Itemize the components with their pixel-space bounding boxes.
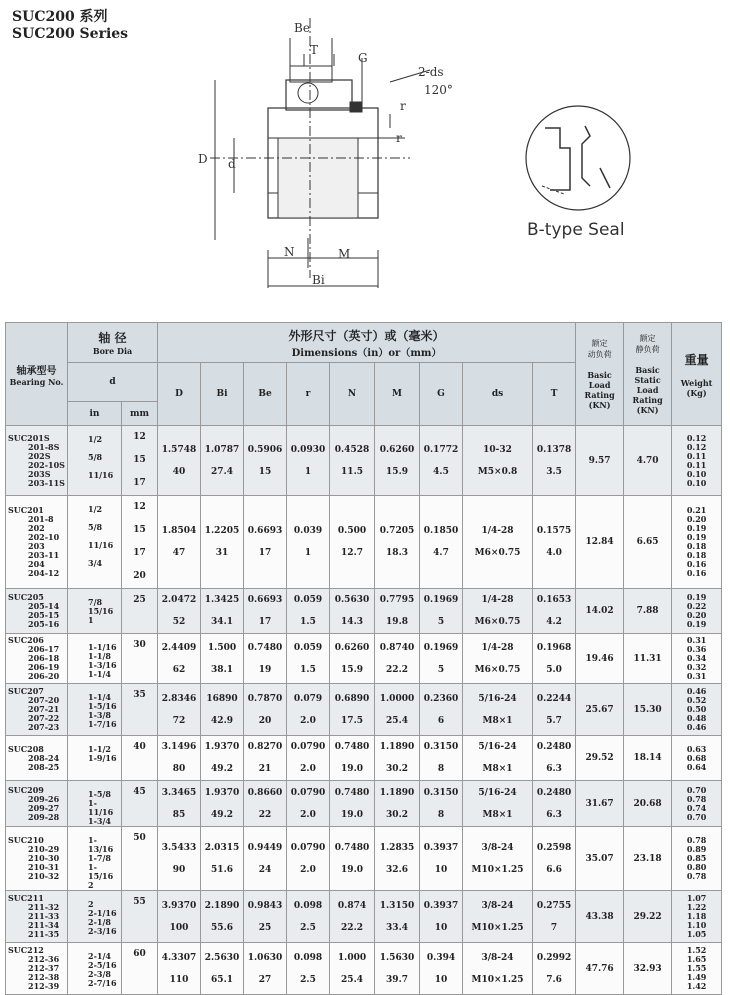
- col-ds: ds: [463, 363, 533, 426]
- bore-mm-cell: 12 15 17 20: [122, 496, 158, 589]
- dim-cell-m: 1.5630 39.7: [375, 943, 420, 995]
- bearing-cell: SUC201S 201-8S 202S 202-10S 203S 203-11S: [6, 426, 68, 496]
- label-m: M: [338, 247, 351, 261]
- col-be: Be: [244, 363, 287, 426]
- static-load-cell: 20.68: [624, 781, 672, 827]
- spec-table: [5, 322, 722, 995]
- dim-cell-ds: 3/8-24 M10×1.25: [463, 943, 533, 995]
- weight-cell: 0.70 0.78 0.74 0.70: [672, 781, 722, 827]
- weight-cell: 0.21 0.20 0.19 0.19 0.18 0.18 0.16 0.16: [672, 496, 722, 589]
- seal-caption: B-type Seal: [527, 220, 625, 240]
- series-title-en: SUC200 Series: [12, 26, 129, 42]
- dim-cell-g: 0.3150 8: [420, 736, 463, 781]
- dim-cell-be: 0.5906 15: [244, 426, 287, 496]
- bore-mm-cell: 40: [122, 736, 158, 781]
- label-be: Be: [294, 21, 310, 35]
- table-row: [6, 684, 722, 736]
- dim-cell-bi: 1.2205 31: [201, 496, 244, 589]
- basic-load-cell: 12.84: [576, 496, 624, 589]
- static-load-cell: 29.22: [624, 891, 672, 943]
- static-load-cell: 18.14: [624, 736, 672, 781]
- bore-in-cell: 1/2 5/8 11/16: [68, 426, 122, 496]
- bore-in-cell: 1-1/16 1-1/8 1-3/16 1-1/4: [68, 634, 122, 684]
- basic-load-cell: 35.07: [576, 827, 624, 891]
- dim-cell-g: 0.1969 5: [420, 634, 463, 684]
- bore-mm-cell: 45: [122, 781, 158, 827]
- bearing-cell: SUC209 209-26 209-27 209-28: [6, 781, 68, 827]
- table-row: [6, 891, 722, 943]
- dim-cell-m: 0.7205 18.3: [375, 496, 420, 589]
- static-load-cell: 11.31: [624, 634, 672, 684]
- dim-cell-m: 0.6260 15.9: [375, 426, 420, 496]
- bore-mm-cell: 50: [122, 827, 158, 891]
- dim-cell-g: 0.3937 10: [420, 827, 463, 891]
- table-row: [6, 827, 722, 891]
- weight-cell: 0.12 0.12 0.11 0.11 0.10 0.10: [672, 426, 722, 496]
- table-row: [6, 426, 722, 496]
- basic-load-cell: 43.38: [576, 891, 624, 943]
- col-bi: Bi: [201, 363, 244, 426]
- header-basic-load: 额定 动负荷 Basic Load Rating (KN): [576, 323, 624, 426]
- dim-cell-t: 0.1575 4.0: [533, 496, 576, 589]
- dim-cell-ds: 1/4-28 M6×0.75: [463, 496, 533, 589]
- table-row: [6, 589, 722, 634]
- weight-cell: 0.63 0.68 0.64: [672, 736, 722, 781]
- weight-cell: 0.31 0.36 0.34 0.32 0.31: [672, 634, 722, 684]
- bearing-cell: SUC201 201-8 202 202-10 203 203-11 204 204-12: [6, 496, 68, 589]
- static-load-cell: 6.65: [624, 496, 672, 589]
- static-load-cell: 32.93: [624, 943, 672, 995]
- dim-cell-ds: 3/8-24 M10×1.25: [463, 827, 533, 891]
- col-n: N: [330, 363, 375, 426]
- header-bearing: 轴承型号 Bearing No.: [6, 323, 68, 426]
- dim-cell-be: 0.9449 24: [244, 827, 287, 891]
- bore-mm-cell: 55: [122, 891, 158, 943]
- dim-cell-m: 1.1890 30.2: [375, 781, 420, 827]
- label-r-side: r: [396, 131, 402, 145]
- header-static-load: 额定 静负荷 Basic Static Load Rating (KN): [624, 323, 672, 426]
- bore-in-cell: 1-13/16 1-7/8 1-15/16 2: [68, 827, 122, 891]
- dim-cell-r: 0.098 2.5: [287, 891, 330, 943]
- dim-cell-g: 0.3937 10: [420, 891, 463, 943]
- basic-load-cell: 29.52: [576, 736, 624, 781]
- bore-in-cell: 2-1/4 2-5/16 2-3/8 2-7/16: [68, 943, 122, 995]
- dim-cell-n: 0.6890 17.5: [330, 684, 375, 736]
- dim-cell-bi: 1.9370 49.2: [201, 736, 244, 781]
- dim-cell-t: 0.2244 5.7: [533, 684, 576, 736]
- dim-cell-ds: 1/4-28 M6×0.75: [463, 589, 533, 634]
- dim-cell-n: 1.000 25.4: [330, 943, 375, 995]
- dim-cell-n: 0.874 22.2: [330, 891, 375, 943]
- table-row: [6, 781, 722, 827]
- dim-cell-g: 0.2360 6: [420, 684, 463, 736]
- bearing-cell: SUC211 211-32 211-33 211-34 211-35: [6, 891, 68, 943]
- dim-cell-g: 0.3150 8: [420, 781, 463, 827]
- dim-cell-d: 4.3307 110: [158, 943, 201, 995]
- bore-mm-cell: 12 15 17: [122, 426, 158, 496]
- static-load-cell: 7.88: [624, 589, 672, 634]
- bearing-cell: SUC206 206-17 206-18 206-19 206-20: [6, 634, 68, 684]
- bore-mm-cell: 35: [122, 684, 158, 736]
- dim-cell-bi: 2.5630 65.1: [201, 943, 244, 995]
- dim-cell-r: 0.059 1.5: [287, 634, 330, 684]
- dim-cell-g: 0.1850 4.7: [420, 496, 463, 589]
- header-mm: mm: [122, 402, 158, 426]
- dim-cell-n: 0.6260 15.9: [330, 634, 375, 684]
- dim-cell-be: 0.7870 20: [244, 684, 287, 736]
- dim-cell-r: 0.039 1: [287, 496, 330, 589]
- weight-cell: 1.07 1.22 1.18 1.10 1.05: [672, 891, 722, 943]
- static-load-cell: 4.70: [624, 426, 672, 496]
- dim-cell-ds: 5/16-24 M8×1: [463, 736, 533, 781]
- dim-cell-d: 2.8346 72: [158, 684, 201, 736]
- bore-mm-cell: 30: [122, 634, 158, 684]
- basic-load-cell: 9.57: [576, 426, 624, 496]
- bore-mm-cell: 25: [122, 589, 158, 634]
- bearing-cell: SUC205 205-14 205-15 205-16: [6, 589, 68, 634]
- basic-load-cell: 19.46: [576, 634, 624, 684]
- label-bi: Bi: [312, 273, 325, 287]
- table-row: [6, 496, 722, 589]
- col-r: r: [287, 363, 330, 426]
- dim-cell-m: 1.2835 32.6: [375, 827, 420, 891]
- table-row: [6, 634, 722, 684]
- dim-cell-r: 0.0790 2.0: [287, 736, 330, 781]
- header-bore-d: d: [68, 363, 158, 402]
- dim-cell-ds: 5/16-24 M8×1: [463, 684, 533, 736]
- dim-cell-n: 0.500 12.7: [330, 496, 375, 589]
- bore-in-cell: 2 2-1/16 2-1/8 2-3/16: [68, 891, 122, 943]
- dim-cell-g: 0.394 10: [420, 943, 463, 995]
- table-row: [6, 943, 722, 995]
- dim-cell-be: 0.9843 25: [244, 891, 287, 943]
- dim-cell-be: 0.7480 19: [244, 634, 287, 684]
- label-r-top: r: [400, 99, 406, 113]
- col-t: T: [533, 363, 576, 426]
- weight-cell: 0.46 0.52 0.50 0.48 0.46: [672, 684, 722, 736]
- dim-cell-r: 0.059 1.5: [287, 589, 330, 634]
- dim-cell-m: 0.7795 19.8: [375, 589, 420, 634]
- dim-cell-n: 0.7480 19.0: [330, 736, 375, 781]
- bearing-cell: SUC210 210-29 210-30 210-31 210-32: [6, 827, 68, 891]
- bore-in-cell: 1-1/4 1-5/16 1-3/8 1-7/16: [68, 684, 122, 736]
- col-d-outer: D: [158, 363, 201, 426]
- dim-cell-r: 0.079 2.0: [287, 684, 330, 736]
- dim-cell-d: 3.9370 100: [158, 891, 201, 943]
- dim-cell-t: 0.2598 6.6: [533, 827, 576, 891]
- dim-cell-ds: 5/16-24 M8×1: [463, 781, 533, 827]
- basic-load-cell: 47.76: [576, 943, 624, 995]
- dim-cell-t: 0.2992 7.6: [533, 943, 576, 995]
- dim-cell-n: 0.7480 19.0: [330, 781, 375, 827]
- col-m: M: [375, 363, 420, 426]
- dim-cell-bi: 1.500 38.1: [201, 634, 244, 684]
- label-angle: 120°: [424, 83, 453, 97]
- dim-cell-d: 2.4409 62: [158, 634, 201, 684]
- dim-cell-be: 0.6693 17: [244, 496, 287, 589]
- dim-cell-bi: 2.1890 55.6: [201, 891, 244, 943]
- dim-cell-bi: 2.0315 51.6: [201, 827, 244, 891]
- static-load-cell: 23.18: [624, 827, 672, 891]
- dim-cell-n: 0.5630 14.3: [330, 589, 375, 634]
- label-n: N: [284, 245, 295, 259]
- dim-cell-r: 0.098 2.5: [287, 943, 330, 995]
- dim-cell-ds: 3/8-24 M10×1.25: [463, 891, 533, 943]
- basic-load-cell: 25.67: [576, 684, 624, 736]
- dim-cell-g: 0.1772 4.5: [420, 426, 463, 496]
- dim-cell-t: 0.1653 4.2: [533, 589, 576, 634]
- dim-cell-t: 0.2480 6.3: [533, 736, 576, 781]
- dim-cell-ds: 10-32 M5×0.8: [463, 426, 533, 496]
- col-g: G: [420, 363, 463, 426]
- dim-cell-be: 0.6693 17: [244, 589, 287, 634]
- dim-cell-t: 0.2480 6.3: [533, 781, 576, 827]
- dim-cell-n: 0.7480 19.0: [330, 827, 375, 891]
- bearing-cell: SUC212 212-36 212-37 212-38 212-39: [6, 943, 68, 995]
- dim-cell-d: 1.5748 40: [158, 426, 201, 496]
- dim-cell-d: 3.1496 80: [158, 736, 201, 781]
- dim-cell-d: 3.3465 85: [158, 781, 201, 827]
- dim-cell-bi: 1.9370 49.2: [201, 781, 244, 827]
- weight-cell: 0.78 0.89 0.85 0.80 0.78: [672, 827, 722, 891]
- dim-cell-be: 1.0630 27: [244, 943, 287, 995]
- header-in: in: [68, 402, 122, 426]
- dim-cell-r: 0.0790 2.0: [287, 827, 330, 891]
- dim-cell-t: 0.1968 5.0: [533, 634, 576, 684]
- series-title-cn: SUC200 系列: [12, 9, 108, 25]
- static-load-cell: 15.30: [624, 684, 672, 736]
- dim-cell-ds: 1/4-28 M6×0.75: [463, 634, 533, 684]
- dim-cell-n: 0.4528 11.5: [330, 426, 375, 496]
- weight-cell: 1.52 1.65 1.55 1.49 1.42: [672, 943, 722, 995]
- header-weight: 重量 Weight (Kg): [672, 323, 722, 426]
- bearing-cell: SUC207 207-20 207-21 207-22 207-23: [6, 684, 68, 736]
- dim-cell-be: 0.8270 21: [244, 736, 287, 781]
- label-big-d: D: [198, 152, 208, 166]
- bore-mm-cell: 60: [122, 943, 158, 995]
- bore-in-cell: 1/2 5/8 11/16 3/4: [68, 496, 122, 589]
- dim-cell-m: 1.3150 33.4: [375, 891, 420, 943]
- bore-in-cell: 1-5/8 1-11/16 1-3/4: [68, 781, 122, 827]
- header-dimensions: 外形尺寸（英寸）或（毫米） Dimensions（in）or（mm）: [158, 323, 576, 363]
- dim-cell-m: 1.1890 30.2: [375, 736, 420, 781]
- dim-cell-g: 0.1969 5: [420, 589, 463, 634]
- dim-cell-bi: 16890 42.9: [201, 684, 244, 736]
- dim-cell-d: 3.5433 90: [158, 827, 201, 891]
- dim-cell-bi: 1.0787 27.4: [201, 426, 244, 496]
- header-bore: 轴 径 Bore Dia: [68, 323, 158, 363]
- dim-cell-t: 0.2755 7: [533, 891, 576, 943]
- label-g: G: [358, 51, 368, 65]
- weight-cell: 0.19 0.22 0.20 0.19: [672, 589, 722, 634]
- label-d: d: [228, 157, 236, 171]
- bearing-drawing: [190, 18, 670, 308]
- dim-cell-r: 0.0790 2.0: [287, 781, 330, 827]
- bearing-cell: SUC208 208-24 208-25: [6, 736, 68, 781]
- label-t: T: [310, 43, 319, 57]
- basic-load-cell: 31.67: [576, 781, 624, 827]
- bore-in-cell: 7/8 15/16 1: [68, 589, 122, 634]
- bore-in-cell: 1-1/2 1-9/16: [68, 736, 122, 781]
- label-ds: 2-ds: [418, 65, 444, 79]
- dim-cell-r: 0.0930 1: [287, 426, 330, 496]
- table-row: [6, 736, 722, 781]
- dim-cell-bi: 1.3425 34.1: [201, 589, 244, 634]
- dim-cell-d: 2.0472 52: [158, 589, 201, 634]
- dim-cell-t: 0.1378 3.5: [533, 426, 576, 496]
- dim-cell-m: 0.8740 22.2: [375, 634, 420, 684]
- basic-load-cell: 14.02: [576, 589, 624, 634]
- dim-cell-d: 1.8504 47: [158, 496, 201, 589]
- dim-cell-m: 1.0000 25.4: [375, 684, 420, 736]
- dim-cell-be: 0.8660 22: [244, 781, 287, 827]
